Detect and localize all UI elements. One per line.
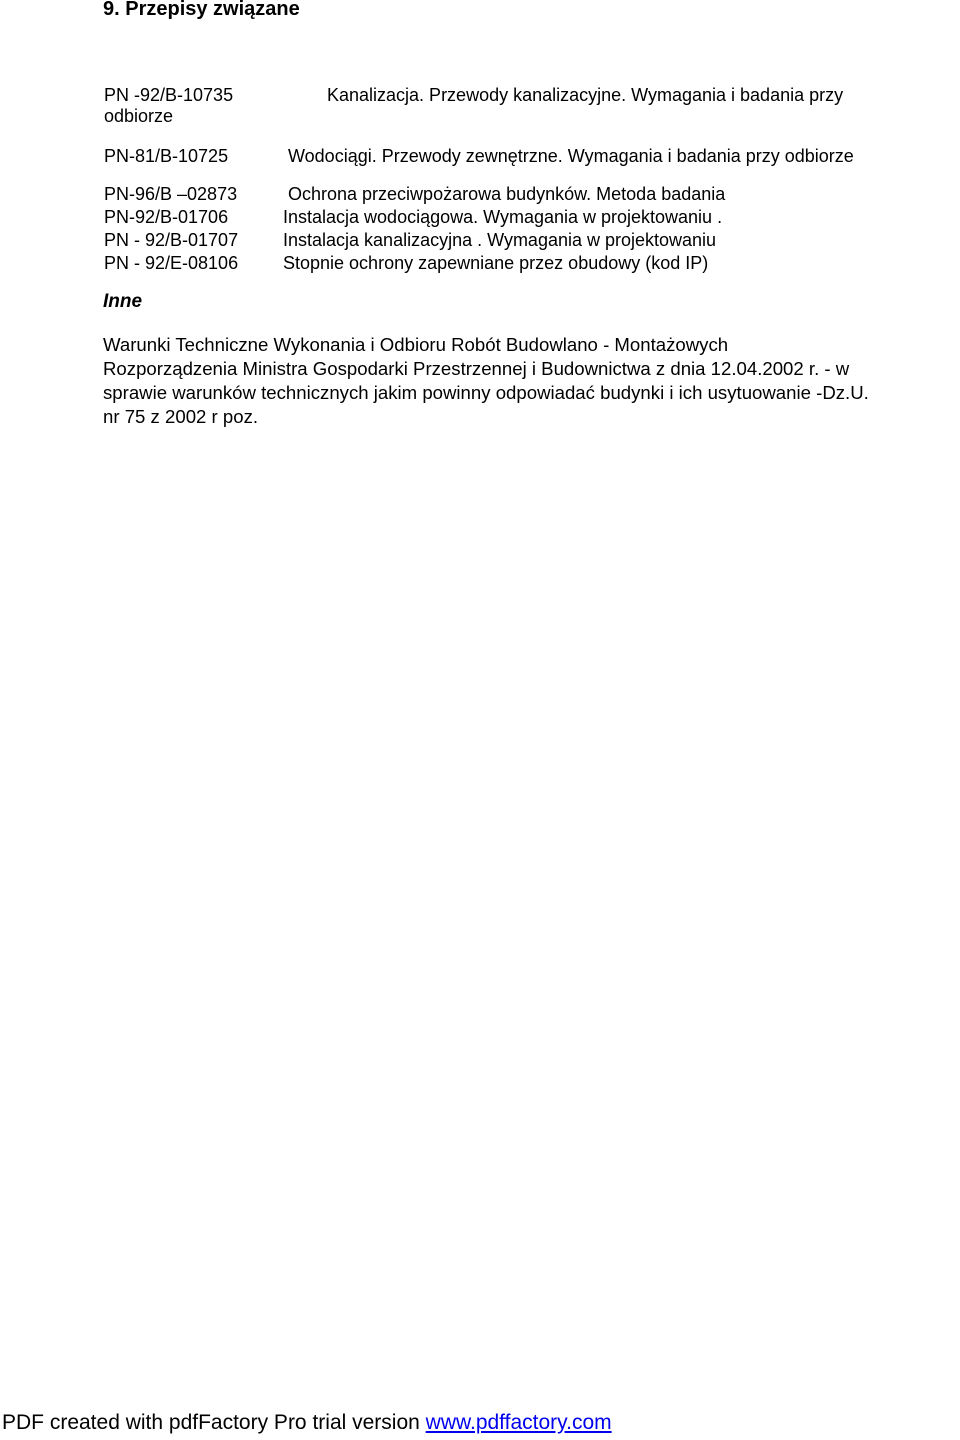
standard-code: PN - 92/E-08106 — [104, 253, 239, 273]
pdf-footer — [2, 1410, 612, 1436]
standard-code: PN - 92/B-01707 — [104, 230, 239, 250]
other-paragraph — [103, 333, 960, 429]
footer-link[interactable]: www.pdffactory.com — [425, 1411, 612, 1434]
standard-description: Ochrona przeciwpożarowa budynków. Metoda badania — [288, 184, 726, 204]
standard-description: Wodociągi. Przewody zewnętrzne. Wymagania i badania przy odbiorze — [288, 146, 854, 166]
standard-description: Instalacja wodociągowa. Wymagania w projektowaniu . — [283, 207, 723, 227]
paragraph-line: Warunki Techniczne Wykonania i Odbioru Robót Budowlano - Montażowych — [103, 334, 729, 355]
standard-code: PN-96/B –02873 — [104, 184, 238, 204]
standard-code-continuation: odbiorze — [104, 106, 174, 126]
paragraph-line: nr 75 z 2002 r poz. — [103, 406, 259, 427]
standard-description: Instalacja kanalizacyjna . Wymagania w projektowaniu — [283, 230, 717, 250]
other-heading: Inne — [103, 291, 143, 312]
standard-description: Kanalizacja. Przewody kanalizacyjne. Wymagania i badania przy — [327, 85, 844, 105]
standard-code: PN-92/B-01706 — [104, 207, 229, 227]
section-heading: 9. Przepisy związane — [103, 0, 300, 20]
standard-code: PN-81/B-10725 — [104, 146, 229, 166]
footer-text: PDF created with pdfFactory Pro trial version — [2, 1411, 426, 1434]
standard-description: Stopnie ochrony zapewniane przez obudowy (kod IP) — [283, 253, 709, 273]
standard-code: PN -92/B-10735 — [104, 85, 234, 105]
paragraph-line: sprawie warunków technicznych jakim powinny odpowiadać budynki i ich usytuowanie -Dz.U. — [103, 382, 869, 403]
paragraph-line: Rozporządzenia Ministra Gospodarki Przestrzennej i Budownictwa z dnia 12.04.2002 r. - w — [103, 358, 850, 379]
